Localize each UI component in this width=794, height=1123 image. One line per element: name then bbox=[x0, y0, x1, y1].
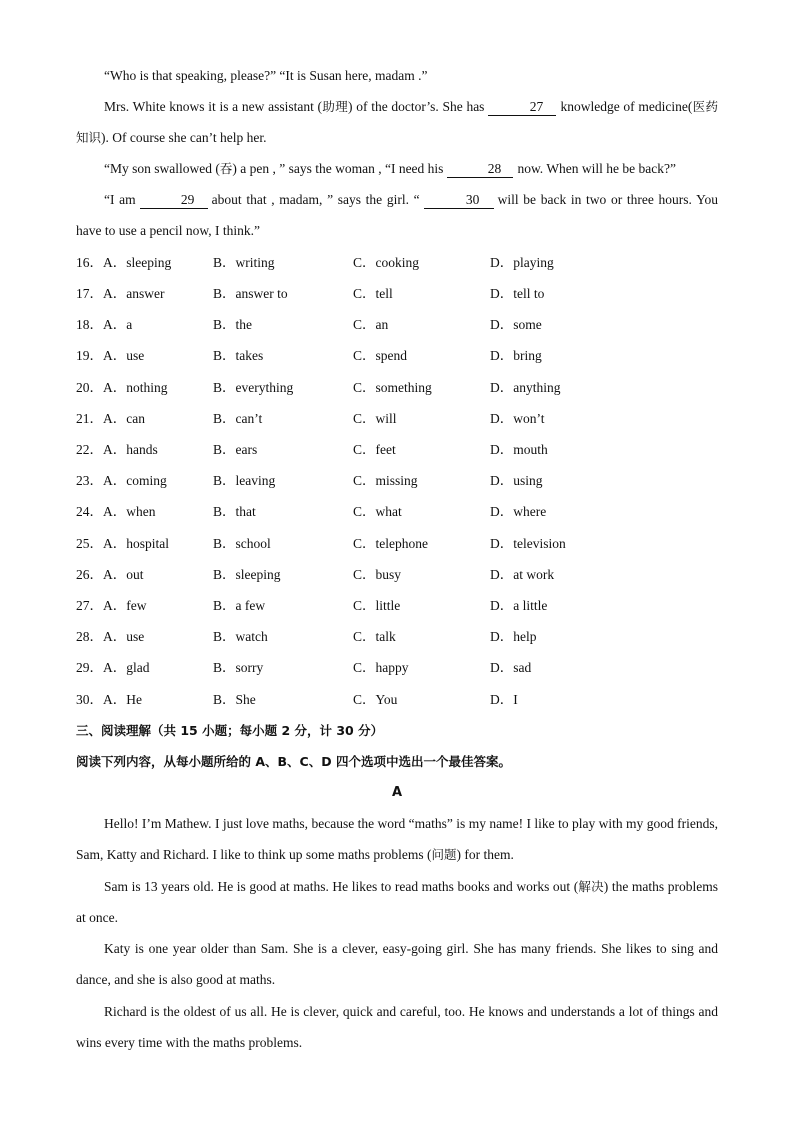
option-b: B．watch bbox=[213, 629, 268, 644]
option-d: D．won’t bbox=[490, 411, 545, 426]
question-row bbox=[76, 684, 718, 715]
option-d: D．bring bbox=[490, 348, 542, 363]
question-number: 25． bbox=[76, 536, 103, 551]
blank-30: 30 bbox=[424, 192, 494, 209]
question-number: 21． bbox=[76, 411, 103, 426]
question-number: 17． bbox=[76, 286, 103, 301]
option-c: C．talk bbox=[353, 629, 396, 644]
option-d: D．at work bbox=[490, 567, 555, 582]
option-c: C．feet bbox=[353, 442, 396, 457]
option-c: C．telephone bbox=[353, 536, 428, 551]
dialogue-line-1: “Who is that speaking, please?” “It is Susan here, madam .” bbox=[104, 68, 428, 83]
option-a: A．coming bbox=[103, 473, 167, 488]
question-row bbox=[76, 590, 718, 621]
option-d: D．tell to bbox=[490, 286, 545, 301]
question-row bbox=[76, 434, 718, 465]
option-b: B．that bbox=[213, 504, 256, 519]
option-c: C．something bbox=[353, 380, 432, 395]
question-number: 16． bbox=[76, 255, 103, 270]
question-row bbox=[76, 278, 718, 309]
option-d: D．where bbox=[490, 504, 547, 519]
option-b: B．a few bbox=[213, 598, 266, 613]
option-c: C．tell bbox=[353, 286, 393, 301]
option-b: B．writing bbox=[213, 255, 275, 270]
question-row bbox=[76, 559, 718, 590]
option-a: A．can bbox=[103, 411, 145, 426]
blank-27: 27 bbox=[488, 99, 556, 116]
option-b: B．sleeping bbox=[213, 567, 281, 582]
option-a: A．hospital bbox=[103, 536, 169, 551]
option-c: C．busy bbox=[353, 567, 402, 582]
option-d: D．sad bbox=[490, 660, 532, 675]
question-row bbox=[76, 247, 718, 278]
reading-paragraph-4: Richard is the oldest of us all. He is clever, quick and careful, too. He knows and understands a lot of things and wins every time with the maths problems. bbox=[76, 1004, 718, 1050]
question-row bbox=[76, 465, 718, 496]
question-number: 24． bbox=[76, 504, 103, 519]
option-a: A．glad bbox=[103, 660, 150, 675]
reading-paragraph-1: Hello! I’m Mathew. I just love maths, because the word “maths” is my name! I like to play with my good friends, Sam, Katty and Richard. I like to think up some maths problems (问题) for them. bbox=[76, 816, 718, 862]
question-number: 26． bbox=[76, 567, 103, 582]
question-number: 18． bbox=[76, 317, 103, 332]
option-b: B．the bbox=[213, 317, 252, 332]
blank-28: 28 bbox=[447, 161, 513, 178]
option-a: A．use bbox=[103, 629, 145, 644]
question-number: 22． bbox=[76, 442, 103, 457]
question-row bbox=[76, 528, 718, 559]
option-a: A．hands bbox=[103, 442, 158, 457]
section-heading: 三、阅读理解（共 15 小题；每小题 2 分，计 30 分） bbox=[76, 723, 384, 738]
option-a: A．nothing bbox=[103, 380, 168, 395]
option-c: C．cooking bbox=[353, 255, 419, 270]
option-a: A．answer bbox=[103, 286, 165, 301]
option-a: A．use bbox=[103, 348, 145, 363]
question-number: 19． bbox=[76, 348, 103, 363]
option-b: B．leaving bbox=[213, 473, 276, 488]
option-d: D．mouth bbox=[490, 442, 548, 457]
question-number: 30． bbox=[76, 692, 103, 707]
option-a: A．He bbox=[103, 692, 142, 707]
option-c: C．missing bbox=[353, 473, 418, 488]
option-d: D．some bbox=[490, 317, 542, 332]
option-b: B．everything bbox=[213, 380, 294, 395]
question-number: 27． bbox=[76, 598, 103, 613]
option-b: B．can’t bbox=[213, 411, 263, 426]
option-c: C．little bbox=[353, 598, 401, 613]
option-d: D．playing bbox=[490, 255, 554, 270]
section-instruction: 阅读下列内容，从每小题所给的 A、B、C、D 四个选项中选出一个最佳答案。 bbox=[76, 754, 511, 769]
passage-label: A bbox=[391, 785, 403, 800]
question-row bbox=[76, 309, 718, 340]
option-c: C．what bbox=[353, 504, 402, 519]
passage-paragraph-2: Mrs. White knows it is a new assistant (助理) of the doctor’s. She has 27 knowledge of medicine(医药知识). Of course she can’t help her. bbox=[76, 99, 718, 145]
option-b: B．ears bbox=[213, 442, 258, 457]
question-row bbox=[76, 403, 718, 434]
option-b: B．answer to bbox=[213, 286, 288, 301]
option-c: C．spend bbox=[353, 348, 407, 363]
option-b: B．She bbox=[213, 692, 256, 707]
option-c: C．will bbox=[353, 411, 397, 426]
question-row bbox=[76, 496, 718, 527]
option-c: C．happy bbox=[353, 660, 409, 675]
option-d: D．anything bbox=[490, 380, 561, 395]
blank-29: 29 bbox=[140, 192, 208, 209]
passage-paragraph-4: “I am 29 about that , madam, ” says the girl. “ 30 will be back in two or three hours. You have to use a pencil now, I think.” bbox=[76, 192, 718, 238]
option-c: C．You bbox=[353, 692, 398, 707]
option-d: D．I bbox=[490, 692, 518, 707]
question-row bbox=[76, 340, 718, 371]
option-b: B．takes bbox=[213, 348, 264, 363]
question-row bbox=[76, 621, 718, 652]
passage-paragraph-3: “My son swallowed (吞) a pen , ” says the woman , “I need his 28 now. When will he be back?” bbox=[104, 161, 677, 176]
option-d: D．television bbox=[490, 536, 566, 551]
question-row bbox=[76, 372, 718, 403]
option-d: D．using bbox=[490, 473, 543, 488]
reading-paragraph-2: Sam is 13 years old. He is good at maths. He likes to read maths books and works out (解决) the maths problems at once. bbox=[76, 879, 718, 925]
question-number: 23． bbox=[76, 473, 103, 488]
question-number: 29． bbox=[76, 660, 103, 675]
option-d: D．a little bbox=[490, 598, 548, 613]
option-b: B．sorry bbox=[213, 660, 264, 675]
question-number: 20． bbox=[76, 380, 103, 395]
reading-paragraph-3: Katy is one year older than Sam. She is a clever, easy-going girl. She has many friends. She likes to sing and dance, and she is also good at maths. bbox=[76, 941, 718, 987]
question-row bbox=[76, 652, 718, 683]
question-number: 28． bbox=[76, 629, 103, 644]
option-d: D．help bbox=[490, 629, 537, 644]
option-b: B．school bbox=[213, 536, 271, 551]
option-a: A．sleeping bbox=[103, 255, 172, 270]
option-a: A．a bbox=[103, 317, 133, 332]
option-a: A．when bbox=[103, 504, 156, 519]
option-a: A．few bbox=[103, 598, 147, 613]
option-c: C．an bbox=[353, 317, 389, 332]
option-a: A．out bbox=[103, 567, 144, 582]
